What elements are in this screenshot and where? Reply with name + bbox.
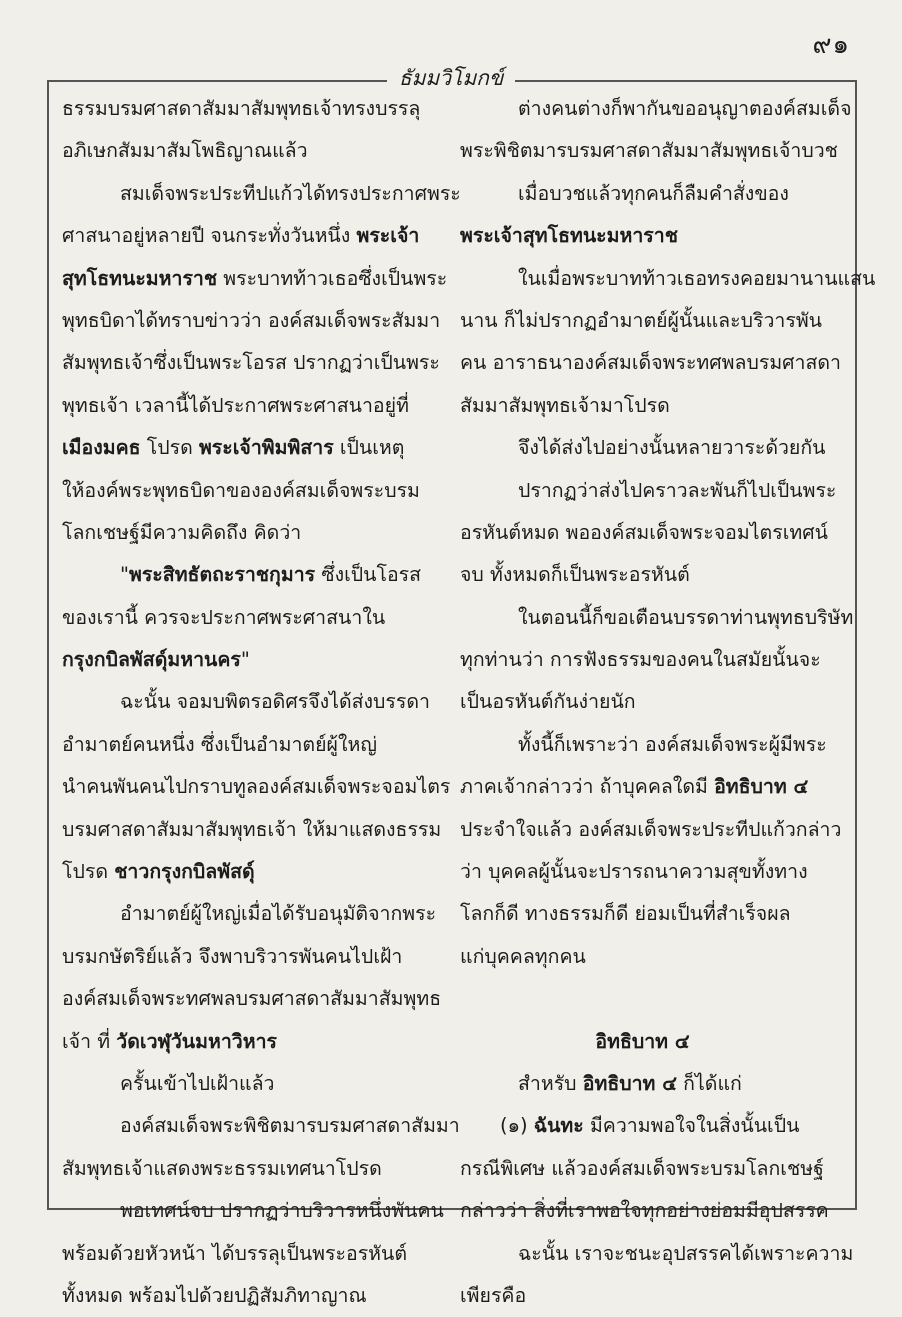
text-run: สัมมาสัมพุทธเจ้ามาโปรด — [460, 393, 670, 417]
text-run: พุทธบิดาได้ทราบข่าวว่า องค์สมเด็จพระสัมมา — [62, 308, 441, 332]
text-run: คน อาราธนาองค์สมเด็จพระทศพลบรมศาสดา — [460, 351, 842, 375]
text-line — [460, 809, 842, 851]
text-run: อำมาตย์ผู้ใหญ่เมื่อได้รับอนุมัติจากพระ — [120, 902, 437, 926]
text-line — [460, 215, 825, 257]
text-run: มีความพอใจในสิ่งนั้นเป็น — [583, 1114, 800, 1138]
text-run: พร้อมด้วยหัวหน้า ได้บรรลุเป็นพระอรหันต์ — [62, 1241, 408, 1265]
text-run: " — [240, 648, 250, 672]
text-run: นำคนพันคนไปกราบทูลองค์สมเด็จพระจอมไตร — [62, 775, 451, 799]
text-run: ในตอนนี้ก็ขอเตือนบรรดาท่านพุทธบริษัท — [518, 605, 854, 629]
text-run: พุทธเจ้า เวลานี้ได้ประกาศพระศาสนาอยู่ที่ — [62, 393, 409, 417]
text-run: จบ ทั้งหมดก็เป็นพระอรหันต์ — [460, 563, 690, 587]
text-line — [460, 385, 825, 427]
text-run: องค์สมเด็จพระพิชิตมารบรมศาสดาสัมมา — [120, 1114, 460, 1138]
text-line — [62, 470, 434, 512]
text-line — [460, 130, 838, 172]
text-line — [460, 342, 842, 384]
text-run: ก็ได้แก่ — [676, 1071, 742, 1095]
bold-text: อิทธิบาท ๔ — [595, 1029, 690, 1053]
text-run: ครั้นเข้าไปเฝ้าแล้ว — [120, 1071, 275, 1095]
bold-text: วัดเวฬุวันมหาวิหาร — [116, 1029, 278, 1053]
bold-text: อิทธิบาท ๔ — [714, 775, 809, 799]
text-run: พระพิชิตมารบรมศาสดาสัมมาสัมพุทธเจ้าบวช — [460, 139, 838, 163]
text-line — [460, 512, 828, 554]
text-run: ของเรานี้ ควรจะประกาศพระศาสนาใน — [62, 605, 386, 629]
text-run: " — [120, 563, 129, 587]
text-run: กรณีพิเศษ แล้วองค์สมเด็จพระบรมโลกเชษฐ์ — [460, 1156, 824, 1180]
text-line — [460, 300, 825, 342]
text-line — [460, 766, 825, 808]
text-line — [460, 978, 825, 1020]
text-run: ธรรมบรมศาสดาสัมมาสัมพุทธเจ้าทรงบรรลุ — [62, 97, 421, 120]
text-line — [62, 681, 434, 723]
text-run: องค์สมเด็จพระทศพลบรมศาสดาสัมมาสัมพุทธ — [62, 987, 442, 1011]
text-line — [62, 554, 434, 596]
bold-text: พระเจ้าสุทโธทนะมหาราช — [460, 224, 678, 248]
text-run: ประจำใจแล้ว องค์สมเด็จพระประทีปแก้วกล่าว — [460, 817, 842, 841]
text-run: จึงได้ส่งไปอย่างนั้นหลายวาระด้วยกัน — [518, 436, 826, 460]
text-line — [62, 1275, 434, 1317]
text-line — [62, 427, 434, 469]
text-line — [460, 1148, 825, 1190]
text-line — [460, 639, 825, 681]
text-run: ฉะนั้น จอมบพิตรอดิศรจึงได้ส่งบรรดา — [120, 690, 430, 714]
running-head: ธัมมวิโมกข์ — [398, 66, 504, 90]
bold-text: พระเจ้า — [356, 224, 420, 248]
text-run: โปรด — [140, 436, 199, 460]
text-line — [460, 597, 854, 639]
text-line — [460, 1275, 825, 1317]
bold-text: กรุงกบิลพัสดุ์มหานคร — [62, 648, 241, 672]
text-run: พอเทศน์จบ ปรากฏว่าบริวารหนึ่งพันคน — [120, 1199, 444, 1223]
text-run: เจ้า ที่ — [62, 1029, 117, 1053]
text-line — [62, 130, 434, 172]
bold-text: พระเจ้าพิมพิสาร — [198, 436, 334, 460]
text-line — [62, 1105, 460, 1147]
text-line — [460, 1063, 825, 1105]
text-line — [62, 978, 442, 1020]
text-run: ปรากฏว่าส่งไปคราวละพันก็ไปเป็นพระ — [518, 478, 837, 502]
text-line — [460, 724, 825, 766]
text-line — [62, 724, 434, 766]
text-line — [62, 88, 434, 130]
text-line — [62, 342, 440, 384]
bold-text: ฉันทะ — [533, 1114, 584, 1138]
text-run: ต่างคนต่างก็พากันขออนุญาตองค์สมเด็จ — [518, 97, 852, 120]
bold-text: อิทธิบาท ๔ — [582, 1071, 677, 1095]
text-line — [460, 851, 825, 893]
left-column — [62, 88, 461, 1317]
text-run: ฉะนั้น เราจะชนะอุปสรรคได้เพราะความ — [518, 1241, 854, 1265]
page-number: ๙๑ — [812, 30, 850, 60]
bold-text: เมืองมคธ — [62, 436, 141, 460]
bold-text: สุทโธทนะมหาราช — [62, 266, 218, 290]
text-line — [62, 597, 434, 639]
text-line — [62, 1148, 434, 1190]
text-run: ภาคเจ้ากล่าวว่า ถ้าบุคคลใดมี — [460, 775, 715, 799]
text-run: ศาสนาอยู่หลายปี จนกระทั่งวันหนึ่ง — [62, 224, 357, 248]
text-run: (๑) — [500, 1114, 534, 1138]
text-run: ทั้งหมด พร้อมไปด้วยปฏิสัมภิทาญาณ — [62, 1283, 367, 1307]
text-line — [62, 893, 437, 935]
bold-text: ชาวกรุงกบิลพัสดุ์ — [114, 860, 255, 884]
text-run: ให้องค์พระพุทธบิดาขององค์สมเด็จพระบรม — [62, 478, 420, 502]
text-run: เป็นอรหันต์กันง่ายนัก — [460, 690, 636, 714]
text-line — [62, 300, 441, 342]
text-run: โลกก็ดี ทางธรรมก็ดี ย่อมเป็นที่สำเร็จผล — [460, 902, 791, 926]
text-run: แก่บุคคลทุกคน — [460, 944, 586, 968]
text-line — [460, 936, 825, 978]
text-line — [460, 554, 825, 596]
text-run: ซึ่งเป็นโอรส — [315, 563, 422, 587]
text-run: สำหรับ — [518, 1071, 583, 1095]
text-line — [460, 681, 825, 723]
text-run: โปรด — [62, 860, 115, 884]
text-line — [62, 1021, 434, 1063]
text-run: เป็นเหตุ — [333, 436, 405, 460]
text-line — [460, 470, 837, 512]
text-run: กล่าวว่า สิ่งที่เราพอใจทุกอย่างย่อมมีอุปสรรค — [460, 1199, 829, 1223]
text-line — [460, 1233, 854, 1275]
text-line — [62, 936, 434, 978]
text-line — [460, 893, 825, 935]
text-run: ในเมื่อพระบาทท้าวเธอทรงคอยมานานแสน — [518, 266, 876, 290]
text-line — [62, 173, 461, 215]
text-run: นาน ก็ไม่ปรากฏอำมาตย์ผู้นั้นและบริวารพัน — [460, 308, 823, 332]
text-line — [62, 639, 434, 681]
text-line — [460, 258, 876, 300]
text-run: เพียรคือ — [460, 1283, 527, 1307]
text-line — [460, 427, 825, 469]
text-run: ทั้งนี้ก็เพราะว่า องค์สมเด็จพระผู้มีพระ — [518, 732, 827, 756]
right-column — [460, 88, 876, 1317]
text-run: สัมพุทธเจ้าแสดงพระธรรมเทศนาโปรด — [62, 1156, 382, 1180]
text-line — [460, 173, 825, 215]
text-run: บรมศาสดาสัมมาสัมพุทธเจ้า ให้มาแสดงธรรม — [62, 817, 442, 841]
text-line — [62, 258, 448, 300]
text-run: เมื่อบวชแล้วทุกคนก็ลืมคำสั่งของ — [518, 181, 789, 205]
text-line — [460, 1021, 825, 1063]
text-run: อรหันต์หมด พอองค์สมเด็จพระจอมไตรเทศน์ — [460, 520, 828, 544]
text-line — [460, 1105, 825, 1147]
text-line — [62, 385, 434, 427]
text-run: อภิเษกสัมมาสัมโพธิญาณแล้ว — [62, 139, 308, 163]
text-run: พระบาทท้าวเธอซึ่งเป็นพระ — [217, 266, 448, 290]
text-line — [460, 88, 852, 130]
bold-text: พระสิทธัตถะราชกุมาร — [128, 563, 316, 587]
text-line — [62, 215, 434, 257]
text-run: ว่า บุคคลผู้นั้นจะปรารถนาความสุขทั้งทาง — [460, 860, 808, 884]
text-line — [62, 1233, 434, 1275]
text-run: สัมพุทธเจ้าซึ่งเป็นพระโอรส ปรากฏว่าเป็นพระ — [62, 351, 440, 375]
text-line — [460, 1190, 829, 1232]
text-line — [62, 512, 434, 554]
text-run: อำมาตย์คนหนึ่ง ซึ่งเป็นอำมาตย์ผู้ใหญ่ — [62, 732, 377, 756]
text-line — [62, 809, 442, 851]
text-line — [62, 851, 434, 893]
text-line — [62, 1190, 444, 1232]
text-run: โลกเชษฐ์มีความคิดถึง คิดว่า — [62, 520, 302, 544]
text-line — [62, 766, 451, 808]
text-line — [62, 1063, 434, 1105]
text-run: สมเด็จพระประทีปแก้วได้ทรงประกาศพระ — [120, 181, 461, 205]
text-run: บรมกษัตริย์แล้ว จึงพาบริวารพันคนไปเฝ้า — [62, 944, 403, 968]
text-run: ทุกท่านว่า การฟังธรรมของคนในสมัยนั้นจะ — [460, 648, 821, 672]
